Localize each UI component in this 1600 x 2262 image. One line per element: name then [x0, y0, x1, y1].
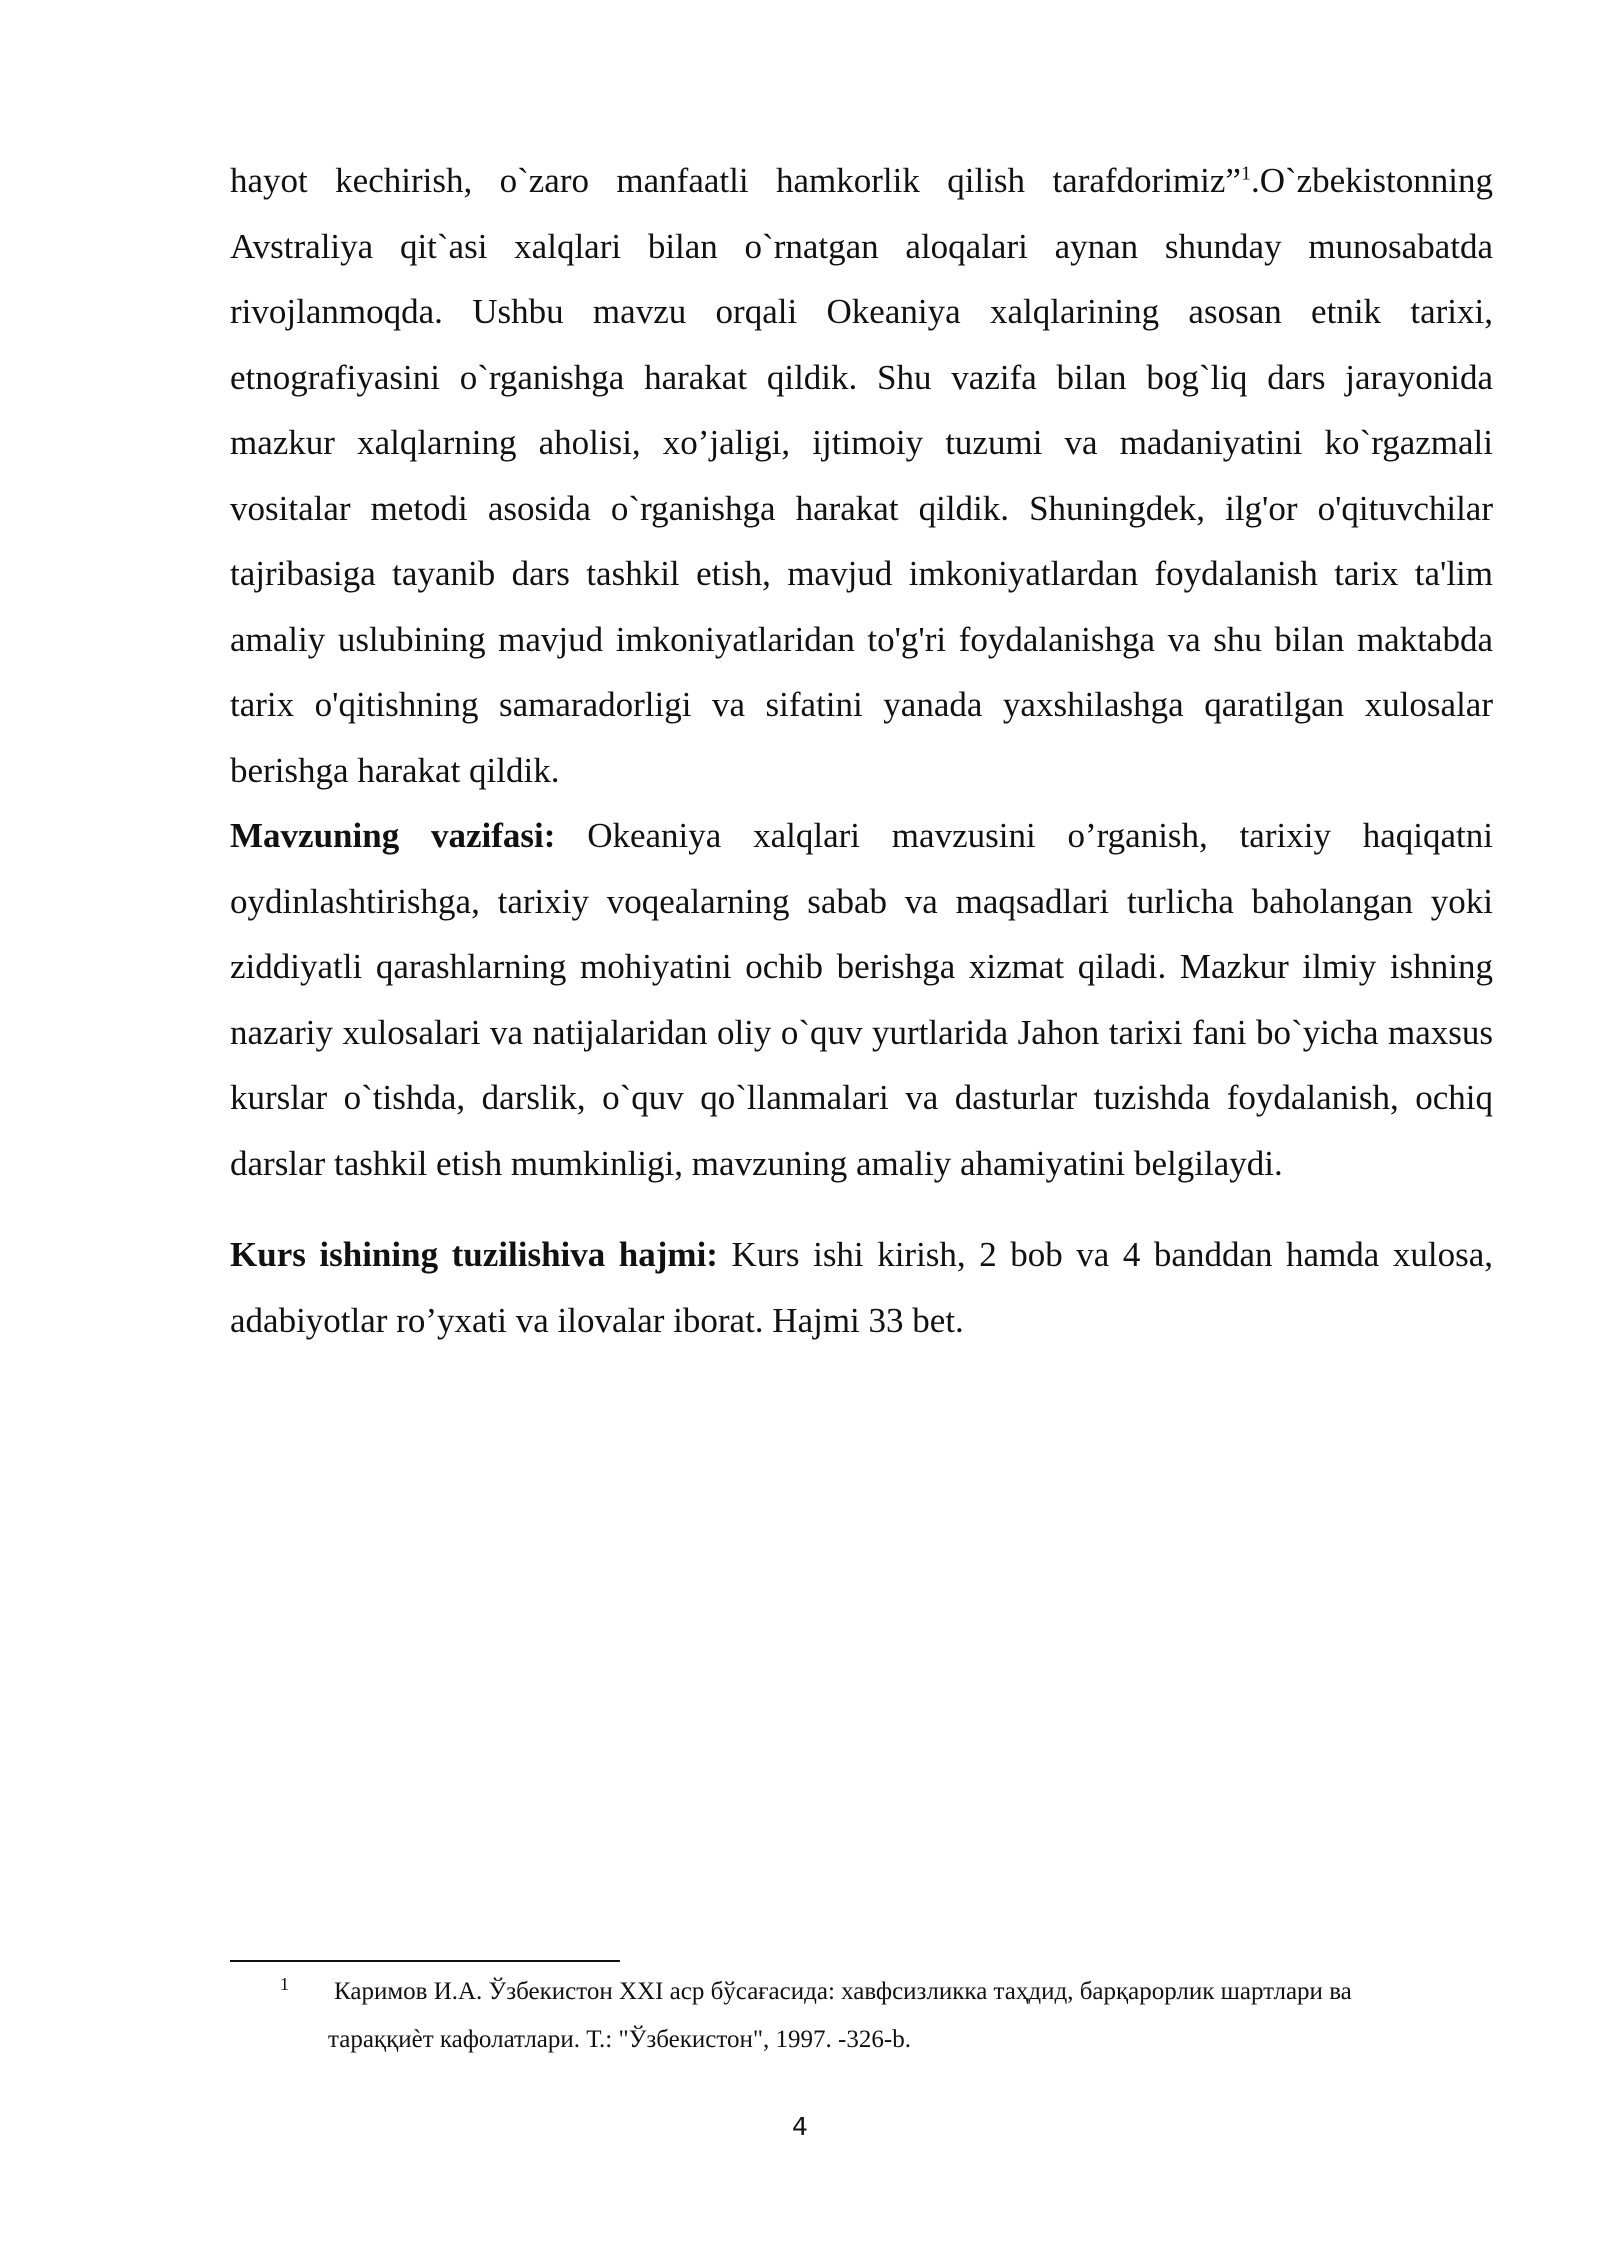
footnote-reference[interactable]: 1: [1240, 162, 1251, 185]
paragraph-text: Kurs ishi kirish, 2 bob va 4 banddan hamda xulosa, adabiyotlar ro’yxati va ilovalar iborat. Hajmi 33 bet.: [230, 1235, 1493, 1340]
footnote-line-2: тараққиѐт кафолатлари. Т.: "Ўзбекистон", 1997. -326-b.: [328, 2026, 911, 2053]
section-heading-structure: Kurs ishining tuzilishiva hajmi:: [230, 1235, 718, 1274]
paragraph-text: Okeaniya xalqlari mavzusini o’rganish, tarixiy haqiqatni oydinlashtirishga, tarixiy voqealarning sabab va maqsadlari turlicha baholangan yoki ziddiyatli qarashlarning mohiyatini ochib berishga xizmat qiladi. Mazkur ilmiy ishning nazariy xulosalari va natijalaridan oliy o`quv yurtlarida Jahon tarixi fani bo`yicha maxsus kurslar o`tishda, darslik, o`quv qo`llanmalari va dasturlar tuzishda foydalanish, ochiq darslar tashkil etish mumkinligi, mavzuning amaliy ahamiyatini belgilaydi.: [230, 816, 1493, 1183]
body-text: [230, 148, 1493, 1353]
page-number: 4: [792, 2112, 808, 2141]
footnote-marker: 1: [280, 1974, 289, 1994]
paragraph-text: hayot kechirish, o`zaro manfaatli hamkorlik qilish tarafdorimiz”: [230, 161, 1241, 200]
paragraph-task: [230, 803, 1493, 1196]
footnote-line-1: Каримов И.А. Ўзбекистон XXI аср бўсағасида: хавфсизликка таҳдид, барқарорлик шартлари ва: [334, 1978, 1352, 2005]
paragraph-structure: [230, 1222, 1493, 1353]
paragraph-text: .O`zbekistonning Avstraliya qit`asi xalqlari bilan o`rnatgan aloqalari aynan shunday munosabatda rivojlanmoqda. Ushbu mavzu orqali Okeaniya xalqlarining asosan etnik tarixi, etnografiyasini o`rganishga harakat qildik. Shu vazifa bilan bog`liq dars jarayonida mazkur xalqlarning aholisi, xo’jaligi, ijtimoiy tuzumi va madaniyatini ko`rgazmali vositalar metodi asosida o`rganishga harakat qildik. Shuningdek, ilg'or o'qituvchilar tajribasiga tayanib dars tashkil etish, mavjud imkoniyatlardan foydalanish tarix ta'lim amaliy uslubining mavjud imkoniyatlaridan to'g'ri foydalanishga va shu bilan maktabda tarix o'qitishning samaradorligi va sifatini yanada yaxshilashga qaratilgan xulosalar berishga harakat qildik.: [230, 161, 1493, 790]
paragraph-intro-continuation: [230, 148, 1493, 803]
section-heading-task: Mavzuning vazifasi:: [230, 816, 556, 855]
footnote: [230, 1968, 1460, 2064]
